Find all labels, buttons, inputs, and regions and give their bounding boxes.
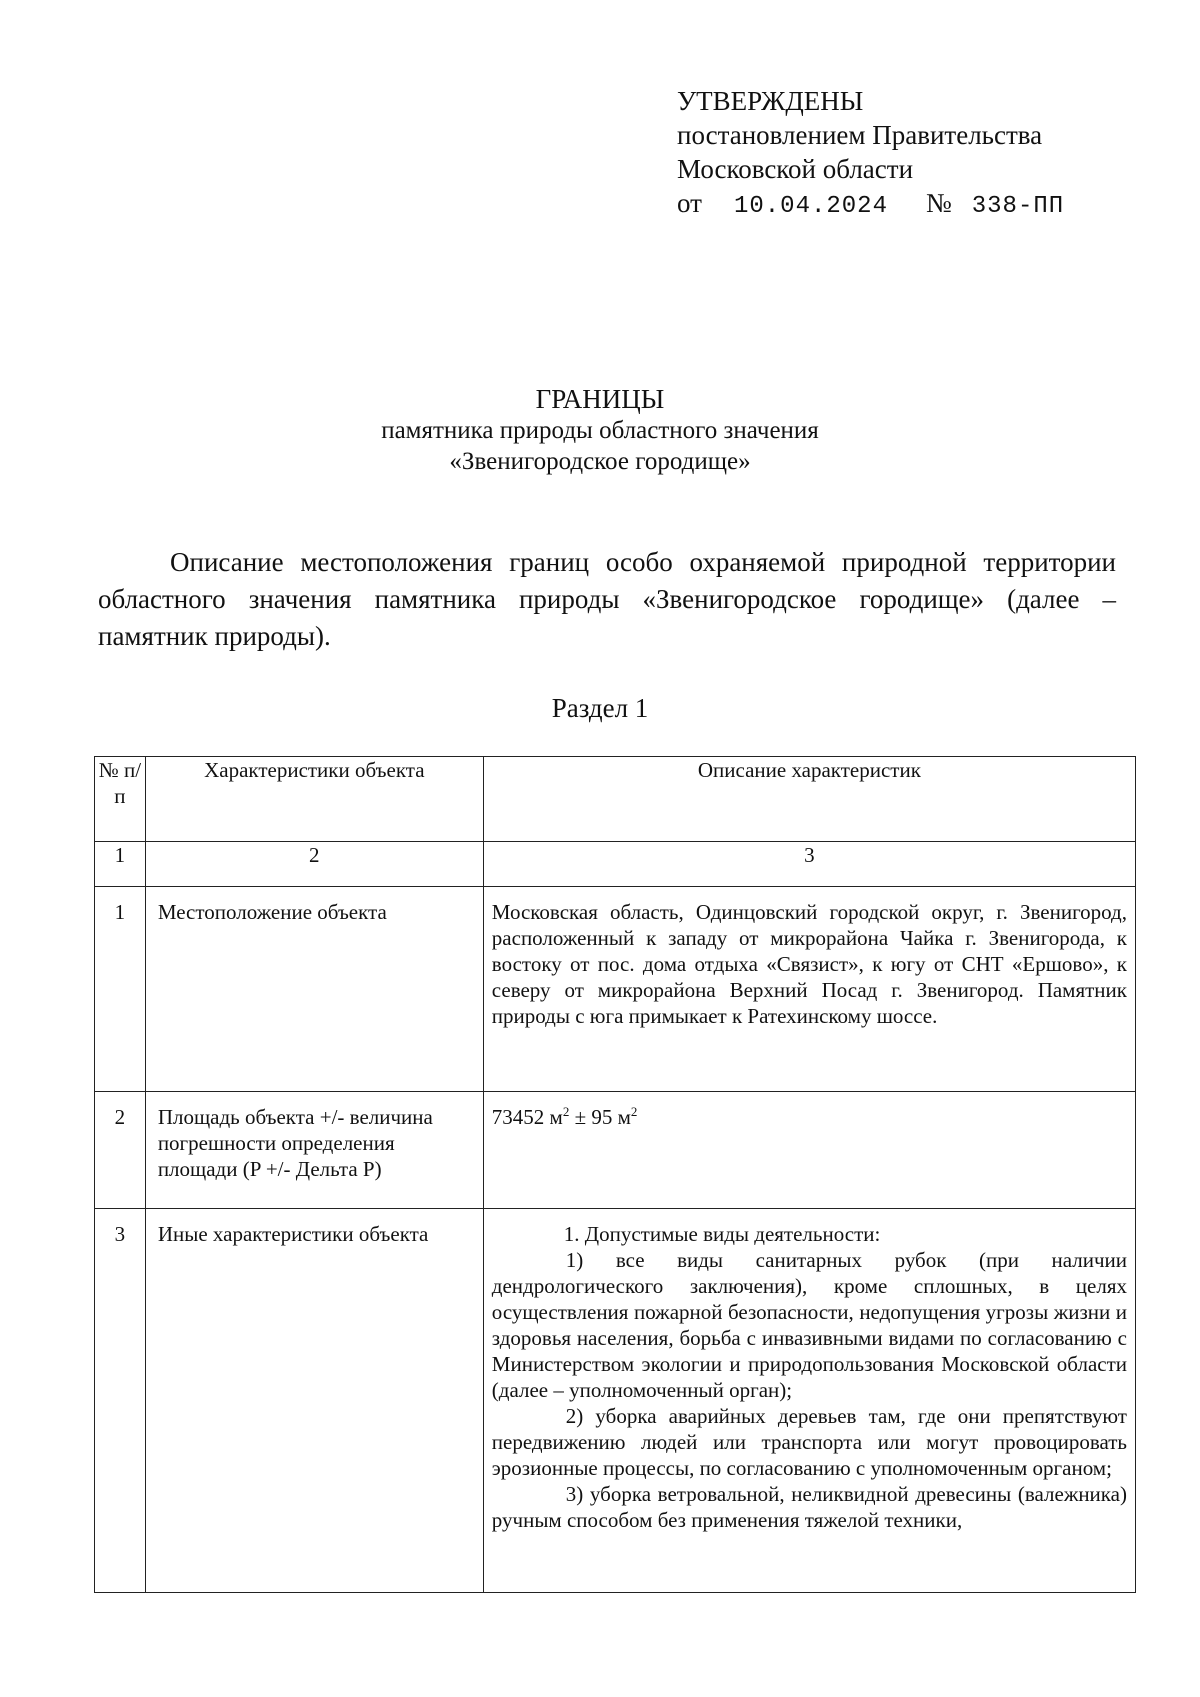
- approval-line: Московской области: [677, 154, 914, 184]
- area-unit-exponent: 2: [562, 1104, 570, 1119]
- approval-block: [677, 84, 1064, 224]
- characteristics-table: [94, 756, 1136, 1593]
- table-row: [95, 1209, 1136, 1593]
- header-cell-number: № п/п: [95, 757, 146, 842]
- approval-heading: УТВЕРЖДЕНЫ: [677, 86, 864, 116]
- table-header-row: [95, 757, 1136, 842]
- row-number: 2: [95, 1092, 146, 1209]
- column-number-row: [95, 842, 1136, 887]
- area-error: ± 95 м: [569, 1105, 631, 1129]
- row-description: Московская область, Одинцовский городской округ, г. Звенигород, расположенный к западу от микрорайона Чайка г. Звенигорода, к востоку от пос. дома отдыха «Связист», к югу от СНТ «Ершово», к северу от микрорайона Верхний Посад г. Звенигород. Памятник природы с юга примыкает к Ратехинскому шоссе.: [483, 887, 1135, 1092]
- header-cell-description: Описание характеристик: [483, 757, 1135, 842]
- row-label: Местоположение объекта: [145, 887, 483, 1092]
- row-number: 1: [95, 887, 146, 1092]
- approval-line: постановлением Правительства: [677, 120, 1043, 150]
- description-paragraph: 1. Допустимые виды деятельности:: [563, 1222, 881, 1246]
- area-value: 73452 м: [491, 1105, 563, 1129]
- description-paragraph: 1) все виды санитарных рубок (при наличии дендрологического заключения), кроме сплошных, в целях осуществления пожарной безопасности, недопущения угрозы жизни и здоровья населения, борьба с инвазивными видами по согласованию с Министерством экологии и природопользования Московской области (далее – уполномоченный орган);: [491, 1248, 1127, 1402]
- description-paragraph: 2) уборка аварийных деревьев там, где они препятствуют передвижению людей или транспорта или могут провоцировать эрозионные процессы, по согласованию с уполномоченным органом;: [491, 1404, 1127, 1480]
- approval-date: 10.04.2024: [733, 193, 888, 220]
- description-paragraph: 3) уборка ветровальной, неликвидной древесины (валежника) ручным способом без применения тяжелой техники,: [491, 1482, 1127, 1532]
- area-unit-exponent: 2: [630, 1104, 638, 1119]
- row-description-list: [483, 1209, 1135, 1593]
- row-label: Иные характеристики объекта: [145, 1209, 483, 1593]
- approval-number: 338-ПП: [971, 193, 1065, 220]
- number-sign: №: [925, 188, 952, 218]
- intro-paragraph: [98, 544, 1116, 655]
- column-number-cell: 2: [145, 842, 483, 887]
- row-description-area: [483, 1092, 1135, 1209]
- table-row: [95, 1092, 1136, 1209]
- column-number-cell: 1: [95, 842, 146, 887]
- header-cell-characteristics: Характеристики объекта: [145, 757, 483, 842]
- row-number: 3: [95, 1209, 146, 1593]
- document-title: [0, 384, 1200, 477]
- date-prefix: от: [677, 188, 702, 218]
- approval-date-line: [677, 186, 1064, 224]
- title-heading: ГРАНИЦЫ: [535, 384, 665, 414]
- column-number-cell: 3: [483, 842, 1135, 887]
- row-label: Площадь объекта +/- величина погрешности определения площади (P +/- Дельта P): [145, 1092, 483, 1209]
- title-subtitle: «Звенигородское городище»: [449, 448, 751, 475]
- title-subtitle: памятника природы областного значения: [381, 417, 819, 444]
- section-title: Раздел 1: [551, 693, 649, 723]
- intro-text: Описание местоположения границ особо охраняемой природной территории областного значения памятника природы «Звенигородское городище» (далее – памятник природы).: [98, 547, 1116, 651]
- table-row: [95, 887, 1136, 1092]
